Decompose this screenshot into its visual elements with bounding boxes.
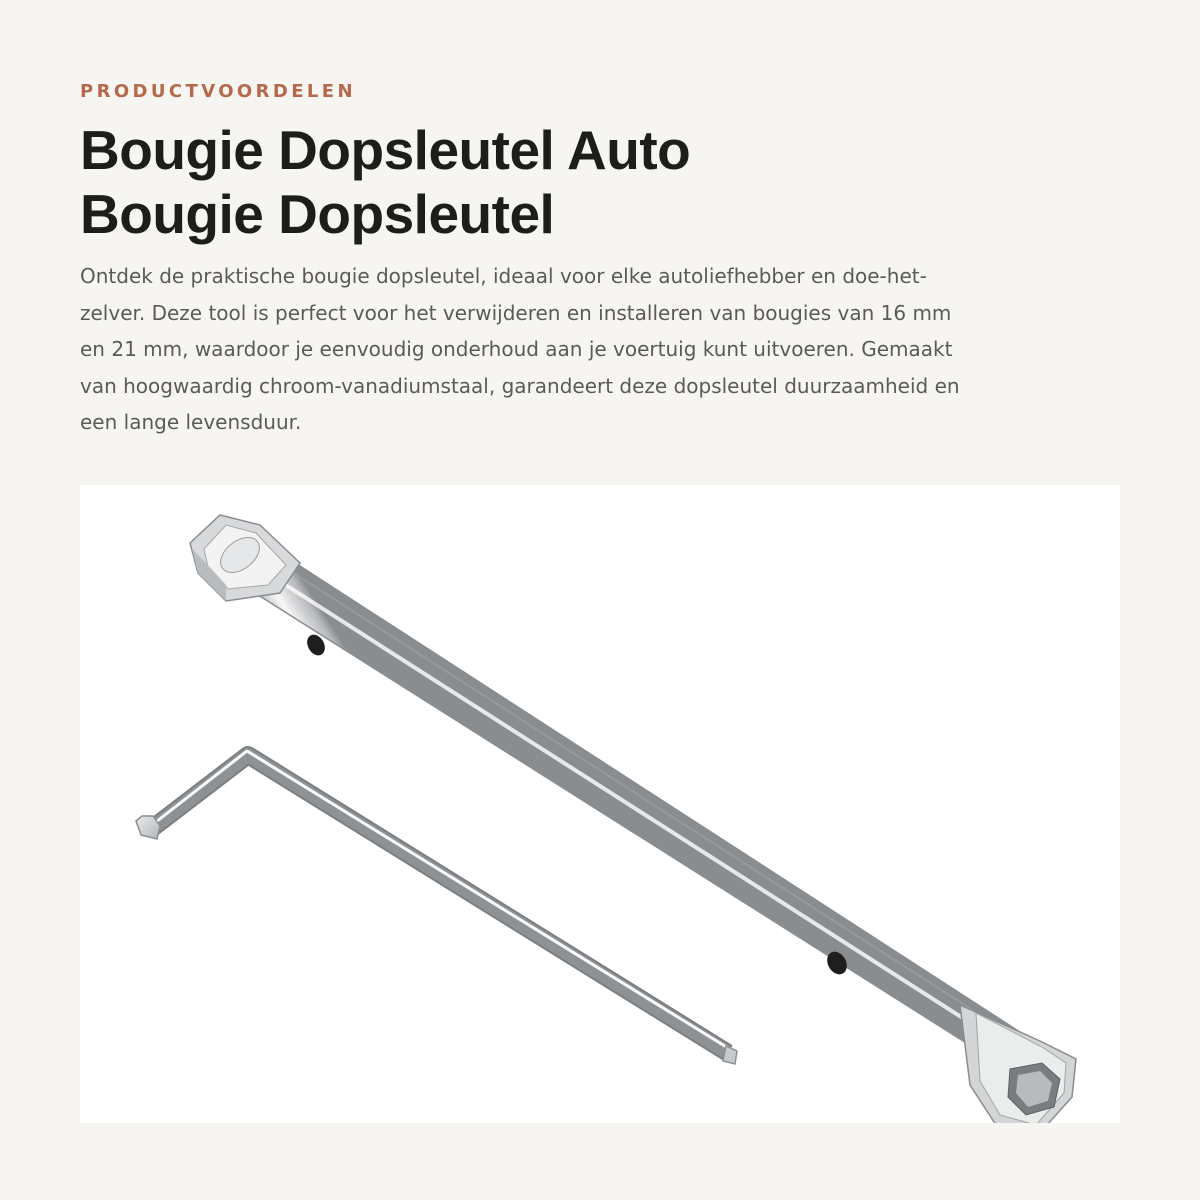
description-line-4: van hoogwaardig chroom-vanadiumstaal, garandeert deze dopsleutel duurzaamheid en bbox=[80, 373, 960, 398]
description-line-5: een lange levensduur. bbox=[80, 410, 302, 434]
tube-wrench-illustration bbox=[80, 485, 1120, 1123]
section-description bbox=[80, 258, 960, 441]
description-line-1: Ontdek de praktische bougie dopsleutel, ideaal voor elke autoliefhebber en doe-het- bbox=[80, 264, 927, 288]
section-title bbox=[80, 118, 840, 246]
section-eyebrow: PRODUCTVOORDELEN bbox=[80, 81, 356, 102]
description-line-2: zelver. Deze tool is perfect voor het verwijderen en installeren van bougies van 16 mm bbox=[80, 300, 952, 325]
description-line-3: en 21 mm, waardoor je eenvoudig onderhoud aan je voertuig kunt uitvoeren. Gemaakt bbox=[80, 337, 953, 361]
tube-wrench bbox=[190, 515, 1076, 1123]
section-title-line-1: Bougie Dopsleutel Auto bbox=[80, 119, 691, 181]
product-image bbox=[80, 485, 1120, 1123]
section-title-line-2: Bougie Dopsleutel bbox=[80, 183, 555, 245]
